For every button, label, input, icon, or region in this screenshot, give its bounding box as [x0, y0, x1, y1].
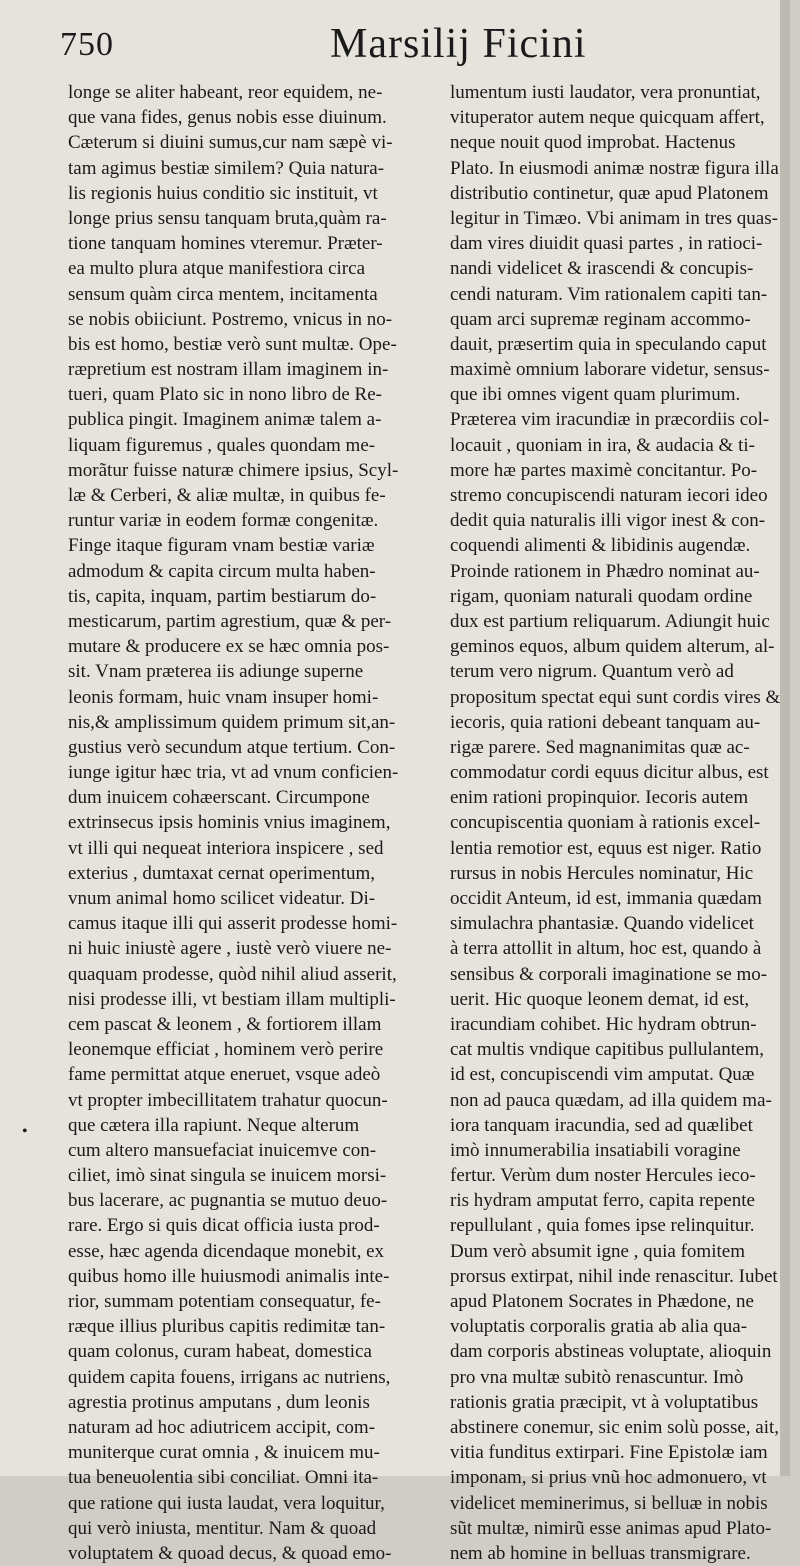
text-line: propositum spectat equi sunt cordis vires & — [450, 686, 781, 708]
text-line: more hæ partes maximè concitantur. Po- — [450, 459, 758, 481]
text-line: que vana fides, genus nobis esse diuinum. — [68, 107, 387, 129]
text-line: rationis gratia præcipit, vt à voluptatibus — [450, 1391, 759, 1413]
text-line: repullulant , quia fomes ipse relinquitur. — [450, 1215, 755, 1237]
text-line: imò innumerabilia insatiabili voragine — [450, 1139, 741, 1161]
text-line: ris hydram amputat ferro, capita repente — [450, 1190, 755, 1212]
text-line: morãtur fuisse naturæ chimere ipsius, Scyl- — [68, 459, 399, 481]
text-line: muniterque curat omnia , & inuicem mu- — [68, 1442, 380, 1464]
text-line: Proinde rationem in Phædro nominat au- — [450, 560, 760, 582]
text-line: lis regionis huius conditio sic instituit, vt — [68, 182, 378, 204]
text-line: rare. Ergo si quis dicat officia iusta prod- — [68, 1215, 380, 1237]
text-line: fertur. Verùm dum noster Hercules ieco- — [450, 1165, 756, 1187]
text-line: neque nouit quod improbat. Hactenus — [450, 132, 736, 154]
text-line: lumentum iusti laudator, vera pronuntiat, — [450, 82, 761, 103]
text-line: iunge igitur hæc tria, vt ad vnum conficien- — [68, 762, 399, 784]
text-line: nandi videlicet & irascendi & concupis- — [450, 258, 754, 280]
text-line: rursus in nobis Hercules nominatur, Hic — [450, 862, 754, 884]
text-line: tueri, quam Plato sic in nono libro de Re- — [68, 384, 382, 406]
text-line: quam arci supremæ reginam accommo- — [450, 308, 751, 330]
text-line: ni huic iniustè agere , iustè verò viuere ne- — [68, 938, 392, 960]
text-line: naturam ad hoc adiutricem accipit, com- — [68, 1416, 376, 1438]
text-line: commodatur cordi equus dicitur albus, est — [450, 762, 769, 784]
text-line: quaquam prodesse, quòd nihil aliud asserit, — [68, 963, 397, 985]
text-line: ea multo plura atque manifestiora circa — [68, 258, 366, 280]
text-line: terum vero nigrum. Quantum verò ad — [450, 661, 734, 683]
page-edge — [780, 0, 790, 1476]
text-line: stremo concupiscendi naturam iecori ideo — [450, 485, 768, 506]
text-line: mutare & producere ex se hæc omnia pos- — [68, 636, 390, 658]
text-line: non ad pauca quædam, ad illa quidem ma- — [450, 1089, 772, 1111]
text-line: rigam, quoniam naturali quodam ordine — [450, 585, 753, 607]
text-line: que cætera illa rapiunt. Neque alterum — [68, 1114, 360, 1136]
text-line: Cæterum si diuini sumus,cur nam sæpè vi- — [68, 132, 393, 154]
running-head: Marsilij Ficini — [330, 21, 587, 67]
text-line: quidem capita fouens, irrigans ac nutriens, — [68, 1366, 391, 1388]
text-line: videlicet meminerimus, si belluæ in nobis — [450, 1492, 768, 1514]
text-line: tam agimus bestiæ similem? Quia natura- — [68, 157, 385, 179]
text-line: concupiscentia quoniam à rationis excel- — [450, 812, 761, 834]
text-line: admodum & capita circum multa haben- — [68, 560, 376, 582]
text-line: uerit. Hic quoque leonem demat, id est, — [450, 988, 750, 1010]
text-line: imponam, si prius vnũ hoc admonuero, vt — [450, 1467, 767, 1489]
text-line: abstinere conemur, sic enim solù posse, ait, — [450, 1416, 780, 1438]
text-line: apud Platonem Socrates in Phædone, ne — [450, 1291, 754, 1312]
right-text-column — [450, 80, 790, 1566]
text-line: liquam figuremus , quales quondam me- — [68, 434, 376, 456]
text-line: iecoris, quia rationi debeant tanquam au- — [450, 711, 761, 733]
text-line: runtur variæ in eodem formæ congenitæ. — [68, 510, 379, 532]
text-line: bis est homo, bestiæ verò sunt multæ. Ope- — [68, 333, 397, 355]
text-line: cat multis vndique capitibus pullulantem, — [450, 1039, 764, 1061]
text-line: vnum animal homo scilicet videatur. Di- — [68, 888, 376, 909]
text-line: lentia remotior est, equus est niger. Ratio — [450, 837, 762, 859]
text-line: rior, summam potentiam consequatur, fe- — [68, 1291, 381, 1312]
text-line: publica pingit. Imaginem animæ talem a- — [68, 409, 382, 431]
text-line: dedit quia naturalis illi vigor inest & con- — [450, 510, 766, 532]
text-line: cem pascat & leonem , & fortiorem illam — [68, 1013, 382, 1035]
margin-mark: • — [22, 1123, 28, 1140]
text-line: rigæ parere. Sed magnanimitas quæ ac- — [450, 736, 750, 758]
text-line: dum inuicem cohæerscant. Circumpone — [68, 787, 370, 809]
text-line: Præterea vim iracundiæ in præcordiis col- — [450, 409, 770, 431]
text-line: ræque illius pluribus capitis redimitæ tan- — [68, 1316, 386, 1338]
text-line: legitur in Timæo. Vbi animam in tres quas- — [450, 207, 778, 229]
text-line: coquendi alimenti & libidinis augendæ. — [450, 535, 751, 557]
text-line: mesticarum, partim agrestium, quæ & per- — [68, 610, 392, 632]
text-line: Dum verò absumit igne , quia fomitem — [450, 1240, 745, 1262]
text-line: distributio continetur, quæ apud Platonem — [450, 182, 769, 204]
text-line: tua beneuolentia sibi conciliat. Omni ita- — [68, 1467, 379, 1489]
text-line: nisi prodesse illi, vt bestiam illam multipli- — [68, 988, 396, 1010]
text-line: longe prius sensu tanquam bruta,quàm ra- — [68, 207, 387, 229]
text-line: vitia funditus extirpari. Fine Epistolæ iam — [450, 1442, 768, 1464]
text-line: fame permittat atque eneruet, vsque adeò — [68, 1064, 381, 1086]
text-line: vt propter imbecillitatem trahatur quocun- — [68, 1089, 388, 1111]
text-line: dam vires diuidit quasi partes , in ratioci- — [450, 233, 763, 255]
text-line: ræpretium est nostram illam imaginem in- — [68, 359, 389, 381]
text-line: cum altero mansuefaciat inuicemve con- — [68, 1139, 377, 1161]
text-line: vituperator autem neque quicquam affert, — [450, 107, 765, 129]
text-line: ciliet, imò sinat singula se inuicem morsi- — [68, 1165, 387, 1187]
text-line: que ratione qui iusta laudat, vera loquitur, — [68, 1492, 385, 1514]
text-line: à terra attollit in altum, hoc est, quando à — [450, 938, 762, 960]
text-line: tis, capita, inquam, partim bestiarum do- — [68, 585, 377, 607]
text-line: que ibi omnes vigent quam plurimum. — [450, 384, 741, 406]
left-text-column — [68, 80, 428, 1566]
text-line: extrinsecus ipsis hominis vnius imaginem, — [68, 812, 391, 834]
text-line: simulachra phantasiæ. Quando videlicet — [450, 913, 754, 935]
text-line: se nobis obiiciunt. Postremo, vnicus in no- — [68, 308, 393, 330]
text-line: voluptatem & quoad decus, & quoad emo- — [68, 1542, 392, 1564]
text-line: nem ab homine in belluas transmigrare. — [450, 1542, 751, 1564]
text-line: camus itaque illi qui asserit prodesse homi- — [68, 913, 398, 935]
text-line: sit. Vnam præterea iis adiunge superne — [68, 661, 364, 683]
text-line: dux est partium reliquarum. Adiungit huic — [450, 610, 770, 632]
text-line: sensum quàm circa mentem, incitamenta — [68, 283, 378, 305]
text-line: quibus homo ille huiusmodi animalis inte- — [68, 1265, 390, 1287]
text-line: iora tanquam iracundia, sed ad quælibet — [450, 1114, 753, 1136]
text-line: sũt multæ, nimirũ esse animas apud Plato- — [450, 1517, 772, 1539]
text-line: Plato. In eiusmodi animæ nostræ figura illa — [450, 157, 779, 179]
text-line: enim rationi propinquior. Iecoris autem — [450, 787, 749, 809]
text-line: quam colonus, curam habeat, domestica — [68, 1341, 372, 1363]
text-line: locauit , quoniam in ira, & audacia & ti- — [450, 434, 755, 456]
text-line: geminos equos, album quidem alterum, al- — [450, 636, 775, 658]
text-line: sensibus & corporali imaginatione se mo- — [450, 963, 768, 985]
text-line: agrestia protinus amputans , dum leonis — [68, 1391, 370, 1413]
text-line: bus lacerare, ac pugnantia se mutuo deuo- — [68, 1190, 388, 1212]
text-line: occidit Anteum, id est, immania quædam — [450, 888, 762, 909]
text-line: esse, hæc agenda dicendaque monebit, ex — [68, 1240, 385, 1262]
text-line: id est, concupiscendi vim amputat. Quæ — [450, 1064, 755, 1086]
page-number: 750 — [60, 26, 114, 63]
text-line: cendi naturam. Vim rationalem capiti tan- — [450, 283, 768, 305]
text-line: qui verò iniusta, mentitur. Nam & quoad — [68, 1517, 377, 1539]
text-line: maximè omnium laborare videtur, sensus- — [450, 359, 770, 381]
text-line: pro vna multæ subitò renascuntur. Imò — [450, 1366, 744, 1388]
text-line: Finge itaque figuram vnam bestiæ variæ — [68, 535, 375, 557]
text-line: dam corporis abstineas voluptate, alioquin — [450, 1341, 772, 1363]
text-line: leonis formam, huic vnam insuper homi- — [68, 686, 379, 708]
text-line: leonemque efficiat , hominem verò perire — [68, 1039, 384, 1061]
text-line: gustius verò secundum atque tertium. Con- — [68, 736, 396, 758]
text-line: iracundiam cohibet. Hic hydram obtrun- — [450, 1013, 757, 1035]
text-line: longe se aliter habeant, reor equidem, ne- — [68, 82, 383, 103]
text-line: prorsus extirpat, nihil inde renascitur. Iubet — [450, 1265, 778, 1287]
text-line: nis,& amplissimum quidem primum sit,an- — [68, 711, 396, 733]
text-line: dauit, præsertim quia in speculando caput — [450, 333, 767, 355]
text-line: tione tanquam homines vteremur. Præter- — [68, 233, 383, 255]
text-line: læ & Cerberi, & aliæ multæ, in quibus fe- — [68, 485, 386, 506]
text-line: vt illi qui nequeat interiora inspicere , sed — [68, 837, 384, 859]
text-line: voluptatis corporalis gratia ab alia qua- — [450, 1316, 748, 1338]
text-line: exterius , dumtaxat cernat operimentum, — [68, 862, 376, 884]
